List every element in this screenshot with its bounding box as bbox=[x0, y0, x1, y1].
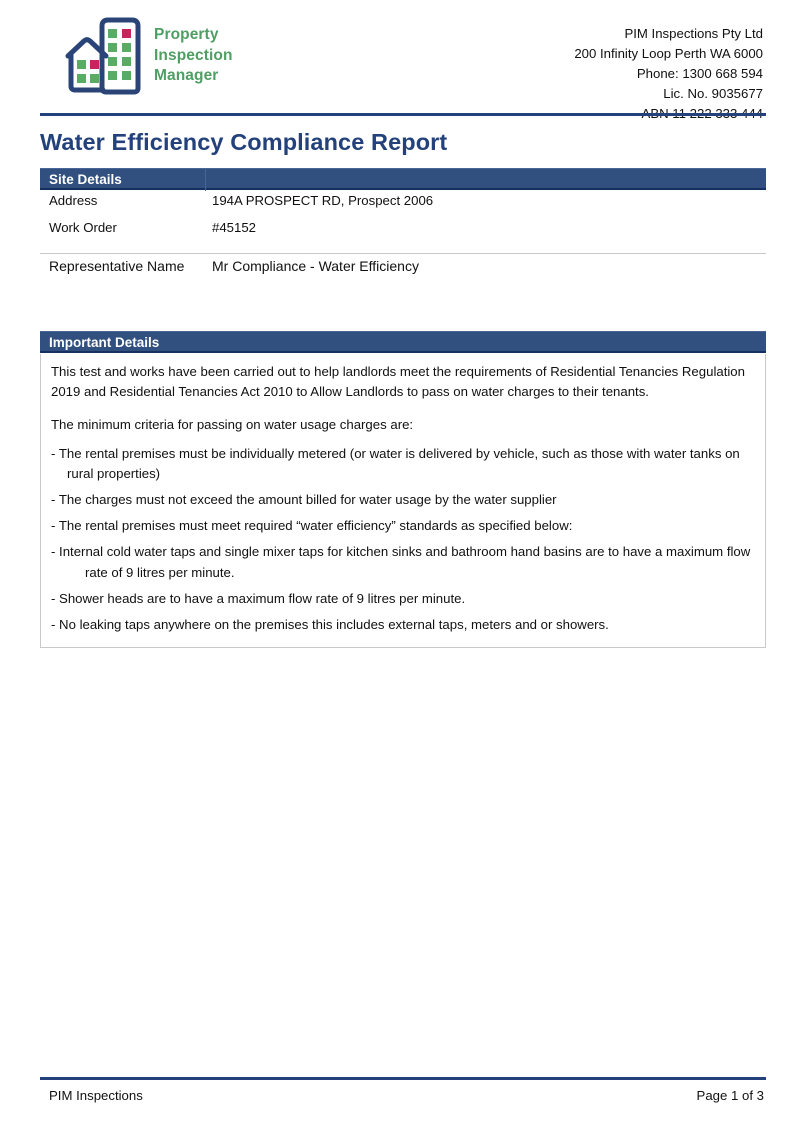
site-details-label-representative-name: Representative Name bbox=[49, 258, 185, 274]
list-item: - Shower heads are to have a maximum flow rate of 9 litres per minute. bbox=[51, 590, 466, 606]
company-name: PIM Inspections Pty Ltd bbox=[624, 26, 763, 41]
table-row bbox=[40, 258, 766, 292]
section-header-site-details bbox=[40, 168, 766, 190]
logo-word-inspection: Inspection bbox=[154, 46, 233, 64]
document-header bbox=[40, 8, 765, 108]
logo-word-property: Property bbox=[154, 26, 219, 44]
table-row bbox=[40, 193, 766, 220]
page-title: Water Efficiency Compliance Report bbox=[40, 129, 448, 155]
list-item: - The charges must not exceed the amount billed for water usage by the water supplier bbox=[51, 492, 557, 508]
footer-page-number: Page 1 of 3 bbox=[696, 1088, 764, 1103]
footer-divider-rule bbox=[40, 1077, 766, 1080]
site-details-table bbox=[40, 193, 766, 292]
site-details-label-work-order: Work Order bbox=[49, 220, 117, 235]
list-item: - The rental premises must be individually metered (or water is delivered by vehicle, such as those with water tanks on rural properties) bbox=[51, 446, 740, 482]
section-header-column-divider bbox=[205, 169, 206, 191]
company-phone: Phone: 1300 668 594 bbox=[636, 66, 763, 82]
site-details-label-address: Address bbox=[49, 193, 98, 208]
important-details-intro-paragraph: This test and works have been carried out to help landlords meet the requirements of Residential Tenancies Regulation 2019 and Residential Tenancies Act 2010 to Allow Landlords to pass on water charges to their tenants. bbox=[51, 364, 745, 400]
list-item: - The rental premises must meet required “water efficiency” standards as specified below: bbox=[51, 518, 573, 534]
company-licence-number: Lic. No. 9035677 bbox=[663, 86, 763, 102]
site-details-value-work-order: #45152 bbox=[212, 220, 257, 235]
company-logo bbox=[62, 16, 233, 96]
header-divider-rule bbox=[40, 113, 766, 116]
list-item: - Internal cold water taps and single mixer taps for kitchen sinks and bathroom hand basins are to have a maximum flow rate of 9 litres per minute. bbox=[51, 544, 751, 580]
company-address: 200 Infinity Loop Perth WA 6000 bbox=[574, 46, 763, 62]
table-row-divider bbox=[40, 253, 766, 254]
logo-wordmark bbox=[154, 25, 233, 87]
property-inspection-manager-logo-icon bbox=[62, 16, 146, 96]
section-header-important-details bbox=[40, 331, 766, 353]
logo-word-manager: Manager bbox=[154, 67, 219, 85]
company-contact-details bbox=[574, 8, 763, 124]
site-details-value-address: 194A PROSPECT RD, Prospect 2006 bbox=[212, 193, 434, 208]
section-header-site-details-label: Site Details bbox=[49, 172, 122, 187]
document-footer bbox=[40, 1088, 766, 1103]
footer-company-name: PIM Inspections bbox=[49, 1088, 143, 1103]
section-header-important-details-label: Important Details bbox=[49, 335, 160, 350]
important-details-criteria-heading: The minimum criteria for passing on water usage charges are: bbox=[51, 417, 414, 433]
site-details-value-representative-name: Mr Compliance - Water Efficiency bbox=[212, 258, 419, 274]
important-details-box bbox=[40, 354, 766, 648]
table-row bbox=[40, 220, 766, 247]
list-item: - No leaking taps anywhere on the premises this includes external taps, meters and or showers. bbox=[51, 616, 609, 632]
